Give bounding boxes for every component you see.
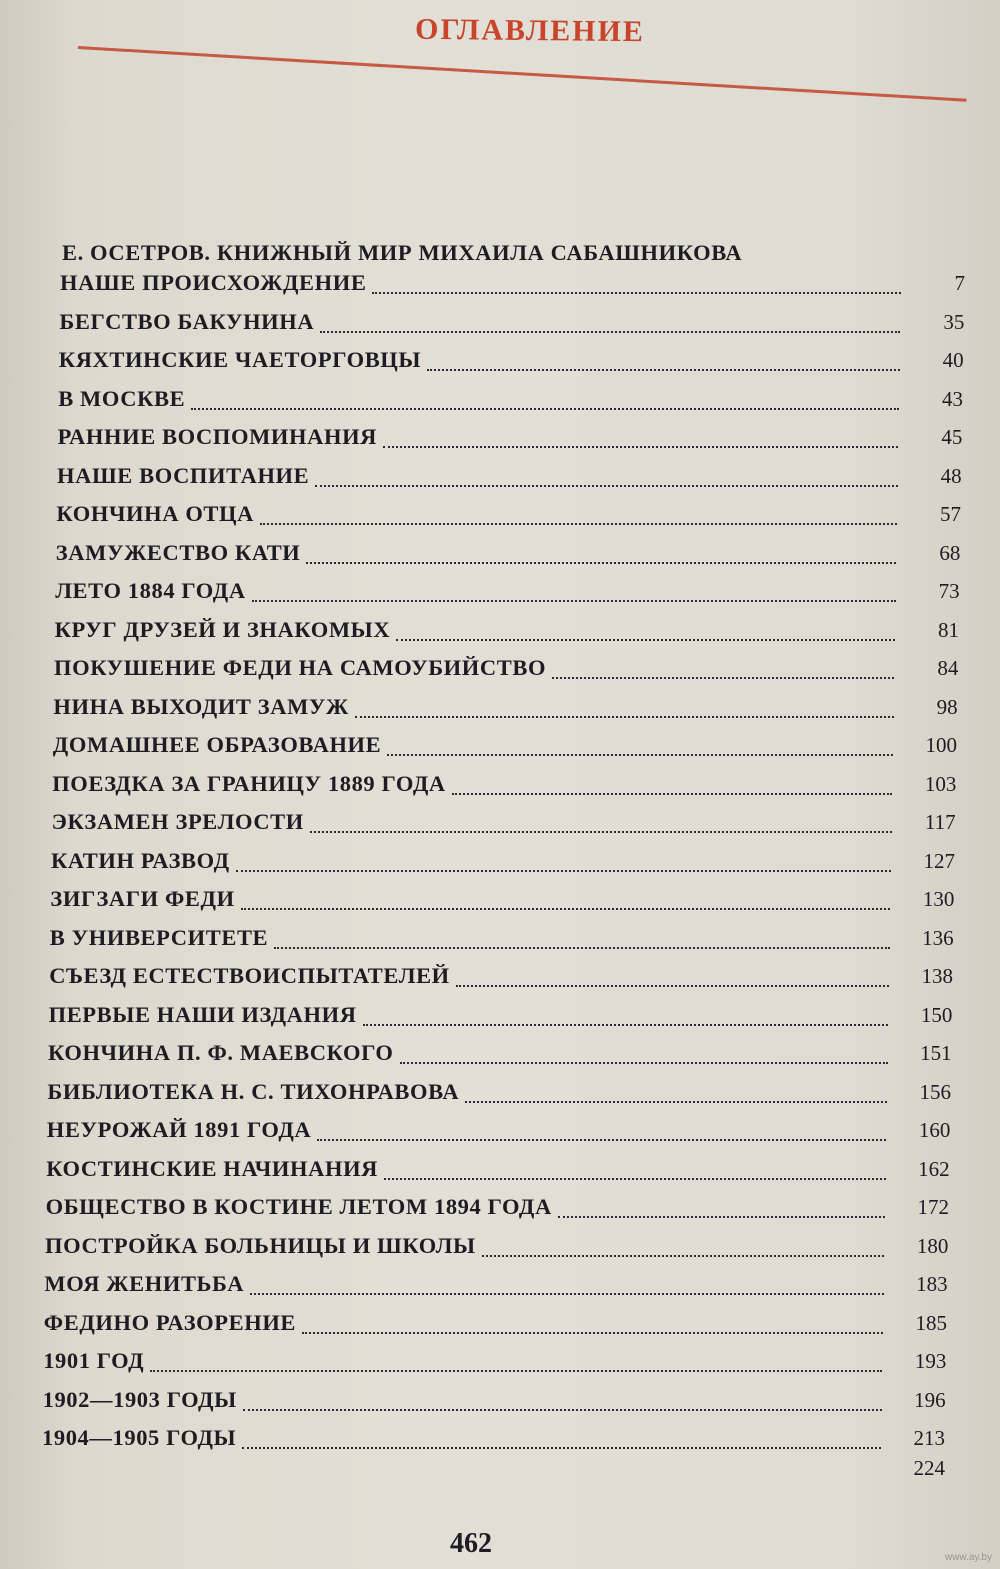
toc-entry-page: 213 <box>913 1426 945 1450</box>
toc-entry-page: 117 <box>924 810 956 834</box>
toc-trailing-page <box>889 1456 945 1486</box>
toc-entry-page: 160 <box>918 1118 951 1142</box>
toc-entry <box>57 463 962 493</box>
toc-preface-title: Е. ОСЕТРОВ. КНИЖНЫЙ МИР МИХАИЛА САБАШНИКОВА <box>62 240 743 265</box>
toc-entry-title: НАШЕ ПРОИСХОЖДЕНИЕ <box>60 270 367 295</box>
toc-entry <box>56 501 961 531</box>
toc-entry-title: КОСТИНСКИЕ НАЧИНАНИЯ <box>46 1155 379 1181</box>
toc-entry-title: ФЕДИНО РАЗОРЕНИЕ <box>43 1309 297 1335</box>
toc-entry-page: 40 <box>942 348 964 372</box>
dot-leader <box>558 1216 885 1218</box>
toc-entry-title: ПОКУШЕНИЕ ФЕДИ НА САМОУБИЙСТВО <box>54 655 547 680</box>
toc-entry-page: 185 <box>915 1310 947 1335</box>
toc-entry <box>46 1194 949 1224</box>
toc-entry-page: 45 <box>941 425 963 449</box>
toc-entry <box>43 1348 946 1378</box>
toc-entry-title: КАТИН РАЗВОД <box>51 847 230 873</box>
dot-leader <box>387 754 893 756</box>
dot-leader <box>302 1332 883 1334</box>
dot-leader <box>236 870 891 872</box>
toc-entry-page: 48 <box>940 463 962 488</box>
toc-entry-page: 138 <box>921 964 953 988</box>
toc-entry-title: СЪЕЗД ЕСТЕСТВОИСПЫТАТЕЛЕЙ <box>49 963 450 988</box>
toc-entry <box>50 925 954 955</box>
dot-leader <box>260 523 897 525</box>
dot-leader <box>243 1409 882 1411</box>
toc-entry <box>49 1002 953 1032</box>
toc-entry <box>45 1233 948 1263</box>
toc-entry-page: 127 <box>923 848 955 873</box>
toc-entry <box>54 655 958 685</box>
toc-entry-title: БИБЛИОТЕКА Н. С. ТИХОНРАВОВА <box>47 1078 460 1104</box>
toc-entry-title: НИНА ВЫХОДИТ ЗАМУЖ <box>53 693 349 719</box>
toc-entry-page: 35 <box>943 309 965 334</box>
dot-leader <box>363 1024 889 1026</box>
dot-leader <box>355 716 894 718</box>
dot-leader <box>306 562 896 564</box>
toc-entry-page: 81 <box>937 617 959 642</box>
dot-leader <box>400 1062 888 1064</box>
toc-entry <box>48 1040 952 1070</box>
toc-entry-title: ЗАМУЖЕСТВО КАТИ <box>55 539 301 565</box>
toc-entry-page: 180 <box>916 1233 949 1258</box>
toc-entry-page: 156 <box>919 1079 951 1104</box>
toc-entry <box>43 1387 946 1417</box>
toc-entry-title: КЯХТИНСКИЕ ЧАЕТОРГОВЦЫ <box>58 347 422 372</box>
toc-entry-title: НЕУРОЖАЙ 1891 ГОДА <box>46 1117 312 1142</box>
dot-leader <box>427 369 900 371</box>
toc-entry-page: 183 <box>916 1272 948 1296</box>
watermark: www.ay.by <box>944 1552 992 1563</box>
toc-entry <box>53 694 957 724</box>
toc-entry-page: 103 <box>924 771 957 796</box>
toc-entry-page: 68 <box>939 540 961 565</box>
toc-entry <box>44 1310 947 1340</box>
dot-leader <box>191 408 899 410</box>
toc-entry-page: 84 <box>937 656 959 680</box>
dot-leader <box>482 1255 885 1257</box>
dot-leader <box>320 331 900 333</box>
toc-entry-title: НАШЕ ВОСПИТАНИЕ <box>57 462 310 488</box>
dot-leader <box>150 1370 882 1372</box>
toc-entry-page: 130 <box>922 887 955 911</box>
toc-entry <box>51 848 955 878</box>
toc-entry <box>52 809 956 839</box>
dot-leader <box>396 639 895 641</box>
toc-entry-title: РАННИЕ ВОСПОМИНАНИЯ <box>57 424 378 449</box>
toc-entry-title: 1902—1903 ГОДЫ <box>42 1386 237 1412</box>
toc-entry <box>58 424 963 454</box>
toc-entry <box>53 732 957 762</box>
toc-entry-page: 136 <box>922 925 954 950</box>
toc-entry-page: 7 <box>954 271 965 295</box>
toc-entry-page: 196 <box>914 1387 946 1412</box>
toc-entry-title: БЕГСТВО БАКУНИНА <box>59 308 315 334</box>
toc-entry <box>59 309 964 339</box>
toc-entry-title: КОНЧИНА П. Ф. МАЕВСКОГО <box>48 1040 394 1065</box>
toc-entry-title: В МОСКВЕ <box>58 385 186 411</box>
toc-entry-page: 162 <box>918 1156 950 1181</box>
toc-entry <box>46 1156 949 1186</box>
dot-leader <box>317 1139 886 1141</box>
dot-leader <box>252 600 896 602</box>
toc-entry-title: ЭКЗАМЕН ЗРЕЛОСТИ <box>51 809 304 834</box>
toc-entry-page: 172 <box>917 1195 949 1219</box>
toc-trailing-page-number: 224 <box>913 1455 945 1480</box>
toc-entry <box>47 1079 951 1109</box>
toc-entry <box>52 771 956 801</box>
toc-entry-title: ОБЩЕСТВО В КОСТИНЕ ЛЕТОМ 1894 ГОДА <box>45 1194 552 1219</box>
dot-leader <box>452 793 893 795</box>
toc-entry <box>47 1117 951 1147</box>
dot-leader <box>552 677 894 679</box>
dot-leader <box>372 292 901 294</box>
toc-entry-title: КРУГ ДРУЗЕЙ И ЗНАКОМЫХ <box>54 616 391 642</box>
toc-entry-title: ЗИГЗАГИ ФЕДИ <box>50 886 235 911</box>
dot-leader <box>384 1178 886 1180</box>
toc-entry <box>44 1271 947 1301</box>
toc-preface <box>62 240 742 270</box>
toc-entry <box>42 1425 945 1455</box>
toc-entry-title: МОЯ ЖЕНИТЬБА <box>44 1271 245 1296</box>
dot-leader <box>310 831 892 833</box>
toc-entry-title: 1901 ГОД <box>43 1348 145 1373</box>
toc-entry-page: 73 <box>938 579 960 603</box>
toc-entry-title: ПОСТРОЙКА БОЛЬНИЦЫ И ШКОЛЫ <box>45 1232 476 1258</box>
toc-entry <box>59 347 964 377</box>
dot-leader <box>383 446 898 448</box>
toc-entry-page: 150 <box>920 1002 953 1027</box>
toc-entry-page: 100 <box>925 733 957 757</box>
toc-entry-page: 151 <box>920 1041 952 1065</box>
toc-entry <box>49 963 953 993</box>
toc-entry-title: КОНЧИНА ОТЦА <box>56 501 254 526</box>
toc-entry <box>50 886 954 916</box>
dot-leader <box>250 1293 884 1295</box>
toc-entry-title: ЛЕТО 1884 ГОДА <box>55 578 246 603</box>
toc-entry-page: 193 <box>914 1349 947 1373</box>
toc-entry <box>55 617 959 647</box>
dot-leader <box>315 485 897 487</box>
dot-leader <box>241 908 891 910</box>
dot-leader <box>465 1101 887 1103</box>
toc-entry-title: 1904—1905 ГОДЫ <box>42 1425 237 1450</box>
page-title: ОГЛАВЛЕНИЕ <box>414 12 646 49</box>
toc-entry <box>55 578 959 608</box>
toc-entry-title: В УНИВЕРСИТЕТЕ <box>49 924 269 950</box>
toc-entry-title: ПЕРВЫЕ НАШИ ИЗДАНИЯ <box>48 1001 357 1027</box>
page-number: 462 <box>450 1528 492 1559</box>
toc-entry-page: 57 <box>939 502 961 526</box>
dot-leader <box>242 1447 881 1449</box>
toc-entry-page: 98 <box>936 694 958 719</box>
dot-leader <box>274 947 889 949</box>
toc-entry-title: ПОЕЗДКА ЗА ГРАНИЦУ 1889 ГОДА <box>52 770 446 796</box>
toc-entry <box>56 540 961 570</box>
toc-entry-page: 43 <box>941 386 963 411</box>
toc-entry-title: ДОМАШНЕЕ ОБРАЗОВАНИЕ <box>52 732 382 757</box>
toc-entry <box>60 270 965 300</box>
dot-leader <box>456 985 889 987</box>
toc-entry <box>58 386 963 416</box>
